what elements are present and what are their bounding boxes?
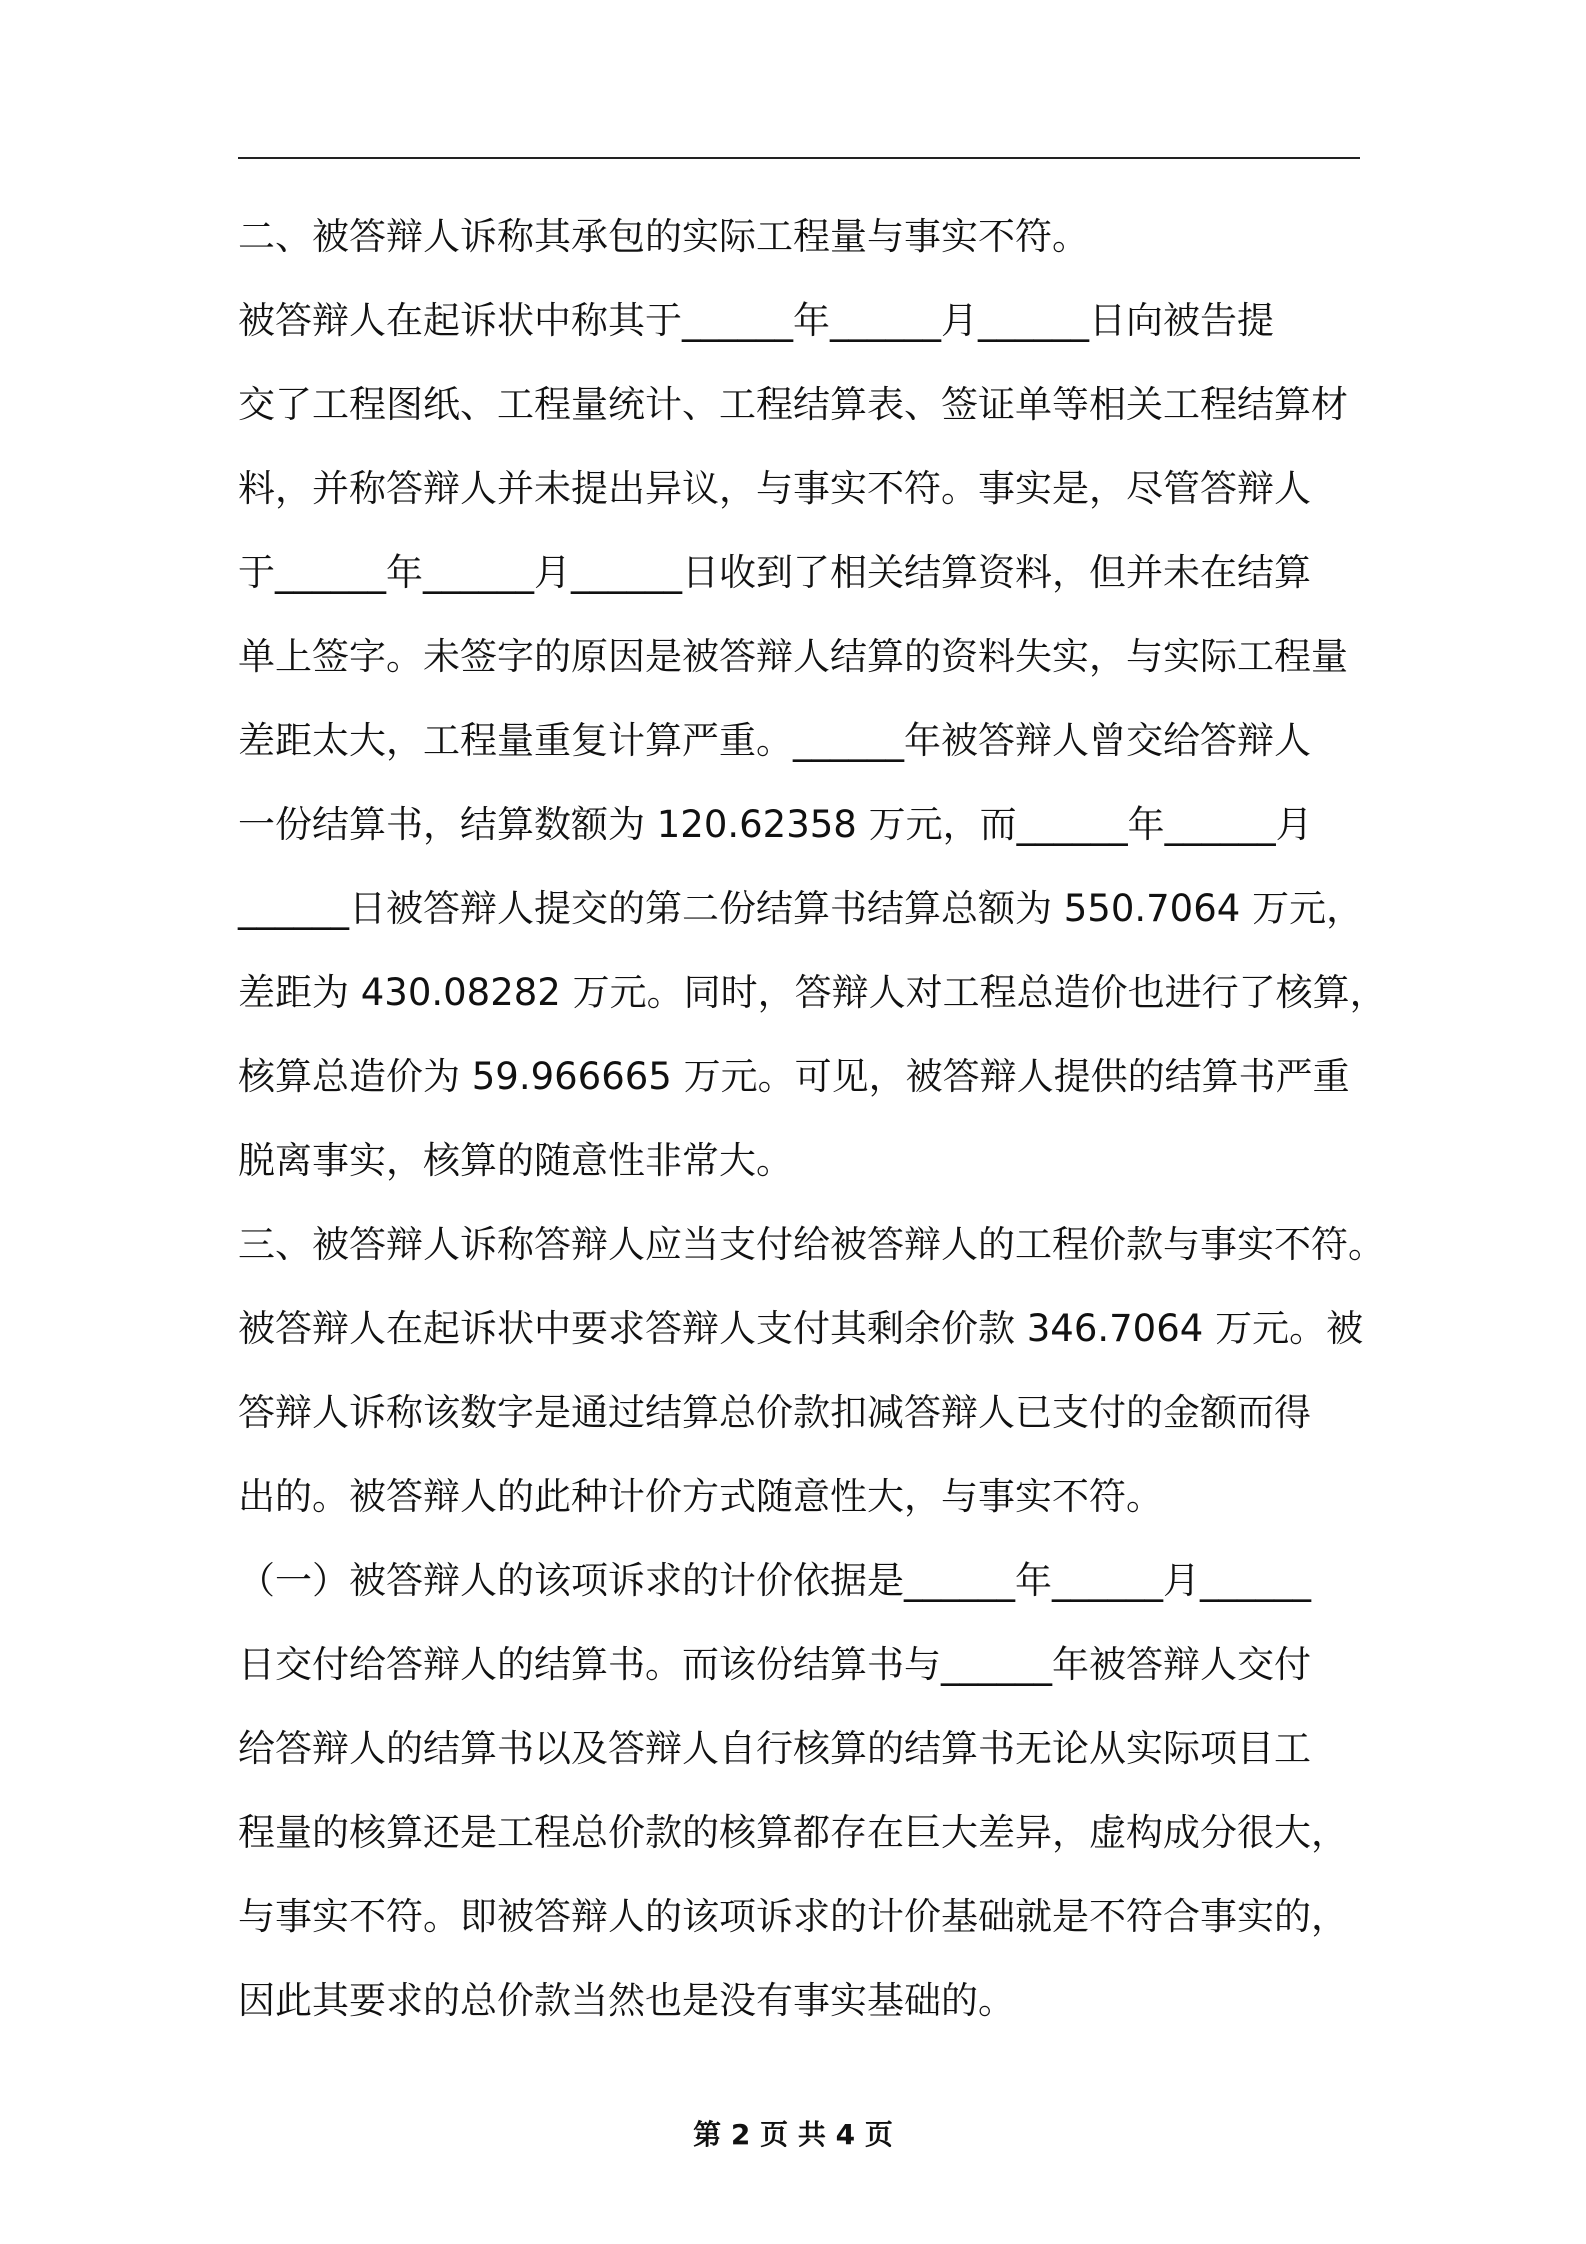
paragraph-line: 因此其要求的总价款当然也是没有事实基础的。 xyxy=(238,1979,1015,2022)
paragraph-line: 差距太大，工程量重复计算严重。______年被答辩人曾交给答辩人 xyxy=(238,719,1311,762)
paragraph-line: 交了工程图纸、工程量统计、工程结算表、签证单等相关工程结算材 xyxy=(238,383,1348,426)
paragraph-line: 日交付给答辩人的结算书。而该份结算书与______年被答辩人交付 xyxy=(238,1643,1311,1686)
paragraph-line: 脱离事实，核算的随意性非常大。 xyxy=(238,1139,793,1182)
document-body xyxy=(238,195,1387,2043)
paragraph-line: 被答辩人在起诉状中称其于______年______月______日向被告提 xyxy=(238,299,1274,342)
paragraph-line: 与事实不符。即被答辩人的该项诉求的计价基础就是不符合事实的， xyxy=(238,1895,1348,1938)
page-number-footer: 第 2 页 共 4 页 xyxy=(693,2118,893,2151)
paragraph-line: 差距为 430.08282 万元。同时，答辩人对工程总造价也进行了核算， xyxy=(238,971,1387,1014)
subsection-1-line: （一）被答辩人的该项诉求的计价依据是______年______月______ xyxy=(238,1559,1311,1602)
section-2-heading: 二、被答辩人诉称其承包的实际工程量与事实不符。 xyxy=(238,215,1089,258)
paragraph-line: 出的。被答辩人的此种计价方式随意性大，与事实不符。 xyxy=(238,1475,1163,1518)
section-3-heading: 三、被答辩人诉称答辩人应当支付给被答辩人的工程价款与事实不符。 xyxy=(238,1223,1385,1266)
paragraph-line: 程量的核算还是工程总价款的核算都存在巨大差异，虚构成分很大， xyxy=(238,1811,1348,1854)
paragraph-line: 被答辩人在起诉状中要求答辩人支付其剩余价款 346.7064 万元。被 xyxy=(238,1307,1364,1350)
paragraph-line: ______日被答辩人提交的第二份结算书结算总额为 550.7064 万元， xyxy=(238,887,1364,930)
paragraph-line: 答辩人诉称该数字是通过结算总价款扣减答辩人已支付的金额而得 xyxy=(238,1391,1311,1434)
paragraph-line: 单上签字。未签字的原因是被答辩人结算的资料失实，与实际工程量 xyxy=(238,635,1348,678)
paragraph-line: 料，并称答辩人并未提出异议，与事实不符。事实是，尽管答辩人 xyxy=(238,467,1311,510)
paragraph-line: 核算总造价为 59.966665 万元。可见，被答辩人提供的结算书严重 xyxy=(238,1055,1350,1098)
paragraph-line: 给答辩人的结算书以及答辩人自行核算的结算书无论从实际项目工 xyxy=(238,1727,1311,1770)
paragraph-line: 于______年______月______日收到了相关结算资料，但并未在结算 xyxy=(238,551,1311,594)
paragraph-line: 一份结算书，结算数额为 120.62358 万元，而______年______月 xyxy=(238,803,1313,846)
header-rule xyxy=(238,157,1360,159)
